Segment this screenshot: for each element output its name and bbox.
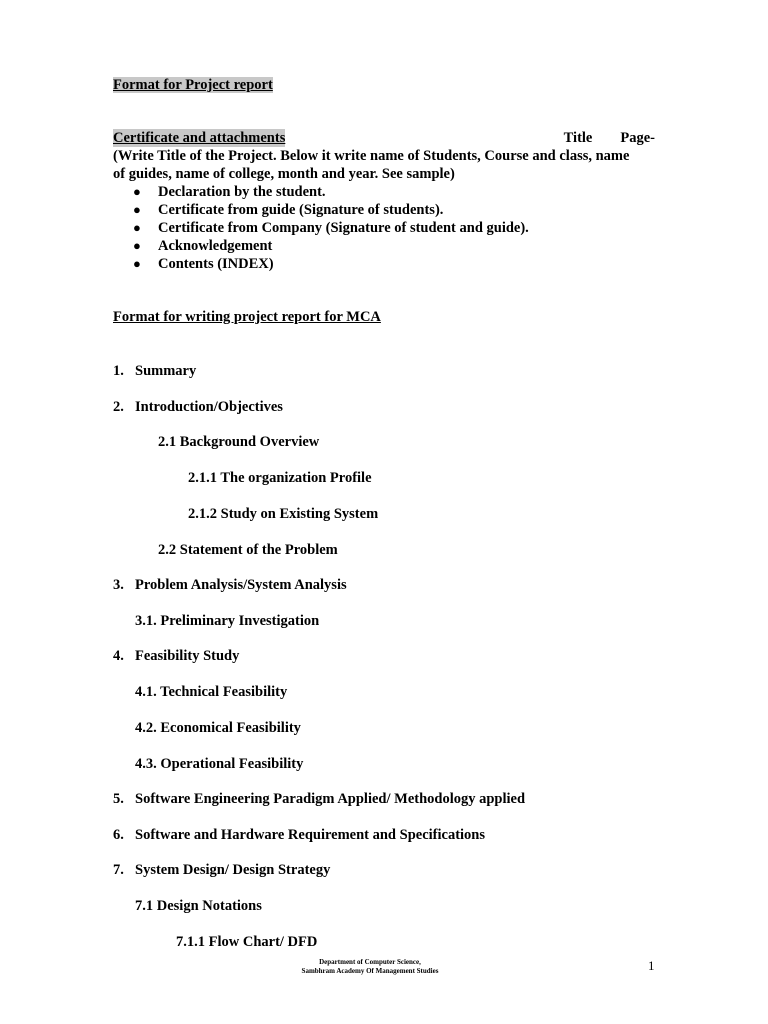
- bullet-icon: ●: [133, 220, 141, 235]
- toc-text: Introduction/Objectives: [135, 399, 283, 415]
- bullet-icon: ●: [133, 202, 141, 217]
- toc-number: 6.: [113, 827, 124, 843]
- certificate-description: [113, 147, 655, 183]
- toc-number: 7.: [113, 862, 124, 878]
- toc-item-4-2: 4.2. Economical Feasibility: [135, 720, 301, 736]
- footer-line-2: Sambhram Academy Of Management Studies: [301, 967, 439, 975]
- toc-item-3-1: 3.1. Preliminary Investigation: [135, 613, 320, 629]
- description-line-1: (Write Title of the Project. Below it write name of Students, Course and class, name: [113, 148, 630, 164]
- toc-text: Software and Hardware Requirement and Specifications: [135, 827, 486, 843]
- list-item-text: Contents (INDEX): [158, 256, 274, 272]
- attachments-list: [113, 183, 529, 273]
- page-footer: [270, 958, 470, 976]
- toc-item-3: [113, 576, 347, 594]
- bullet-icon: ●: [133, 256, 141, 271]
- list-item: [113, 183, 529, 201]
- bullet-icon: ●: [133, 184, 141, 199]
- toc-item-2-1-2: 2.1.2 Study on Existing System: [188, 506, 379, 522]
- title-page-label: [564, 129, 655, 147]
- toc-item-4-3: 4.3. Operational Feasibility: [135, 756, 304, 772]
- toc-text: System Design/ Design Strategy: [135, 862, 331, 878]
- list-item-text: Declaration by the student.: [158, 184, 326, 200]
- certificate-row: [113, 129, 655, 147]
- page-number: 1: [648, 958, 655, 973]
- toc-item-1: [113, 362, 196, 380]
- toc-item-4-1: 4.1. Technical Feasibility: [135, 684, 288, 700]
- title-word: Title: [563, 130, 593, 146]
- list-item: [113, 255, 529, 273]
- toc-number: 4.: [113, 648, 124, 664]
- bullet-icon: ●: [133, 238, 141, 253]
- toc-number: 3.: [113, 577, 124, 593]
- toc-item-7: [113, 861, 330, 879]
- toc-item-7-1-1: 7.1.1 Flow Chart/ DFD: [176, 934, 318, 950]
- toc-item-2-1: 2.1 Background Overview: [158, 434, 320, 450]
- heading-text: Format for Project report: [113, 77, 273, 93]
- list-item-text: Certificate from Company (Signature of student and guide).: [158, 220, 529, 236]
- toc-number: 1.: [113, 363, 124, 379]
- toc-number: 2.: [113, 399, 124, 415]
- description-line-2: of guides, name of college, month and year. See sample): [113, 166, 455, 182]
- toc-text: Software Engineering Paradigm Applied/ Methodology applied: [135, 791, 526, 807]
- toc-text: Feasibility Study: [135, 648, 240, 664]
- toc-text: Summary: [135, 363, 197, 379]
- format-heading: Format for writing project report for MCA: [113, 309, 381, 325]
- document-heading: [113, 76, 273, 94]
- toc-item-4: [113, 647, 239, 665]
- certificate-label: Certificate and attachments: [113, 130, 286, 146]
- toc-number: 5.: [113, 791, 124, 807]
- toc-item-2: [113, 398, 283, 416]
- page-word: Page-: [620, 130, 655, 146]
- list-item: [113, 201, 529, 219]
- list-item: [113, 237, 529, 255]
- list-item-text: Acknowledgement: [158, 238, 273, 254]
- toc-item-2-1-1: 2.1.1 The organization Profile: [188, 470, 372, 486]
- toc-item-6: [113, 826, 485, 844]
- list-item: [113, 219, 529, 237]
- toc-item-2-2: 2.2 Statement of the Problem: [158, 542, 338, 558]
- footer-line-1: Department of Computer Science,: [319, 958, 421, 966]
- toc-item-5: [113, 790, 525, 808]
- list-item-text: Certificate from guide (Signature of students).: [158, 202, 444, 218]
- toc-item-7-1: 7.1 Design Notations: [135, 898, 262, 914]
- toc-text: Problem Analysis/System Analysis: [135, 577, 347, 593]
